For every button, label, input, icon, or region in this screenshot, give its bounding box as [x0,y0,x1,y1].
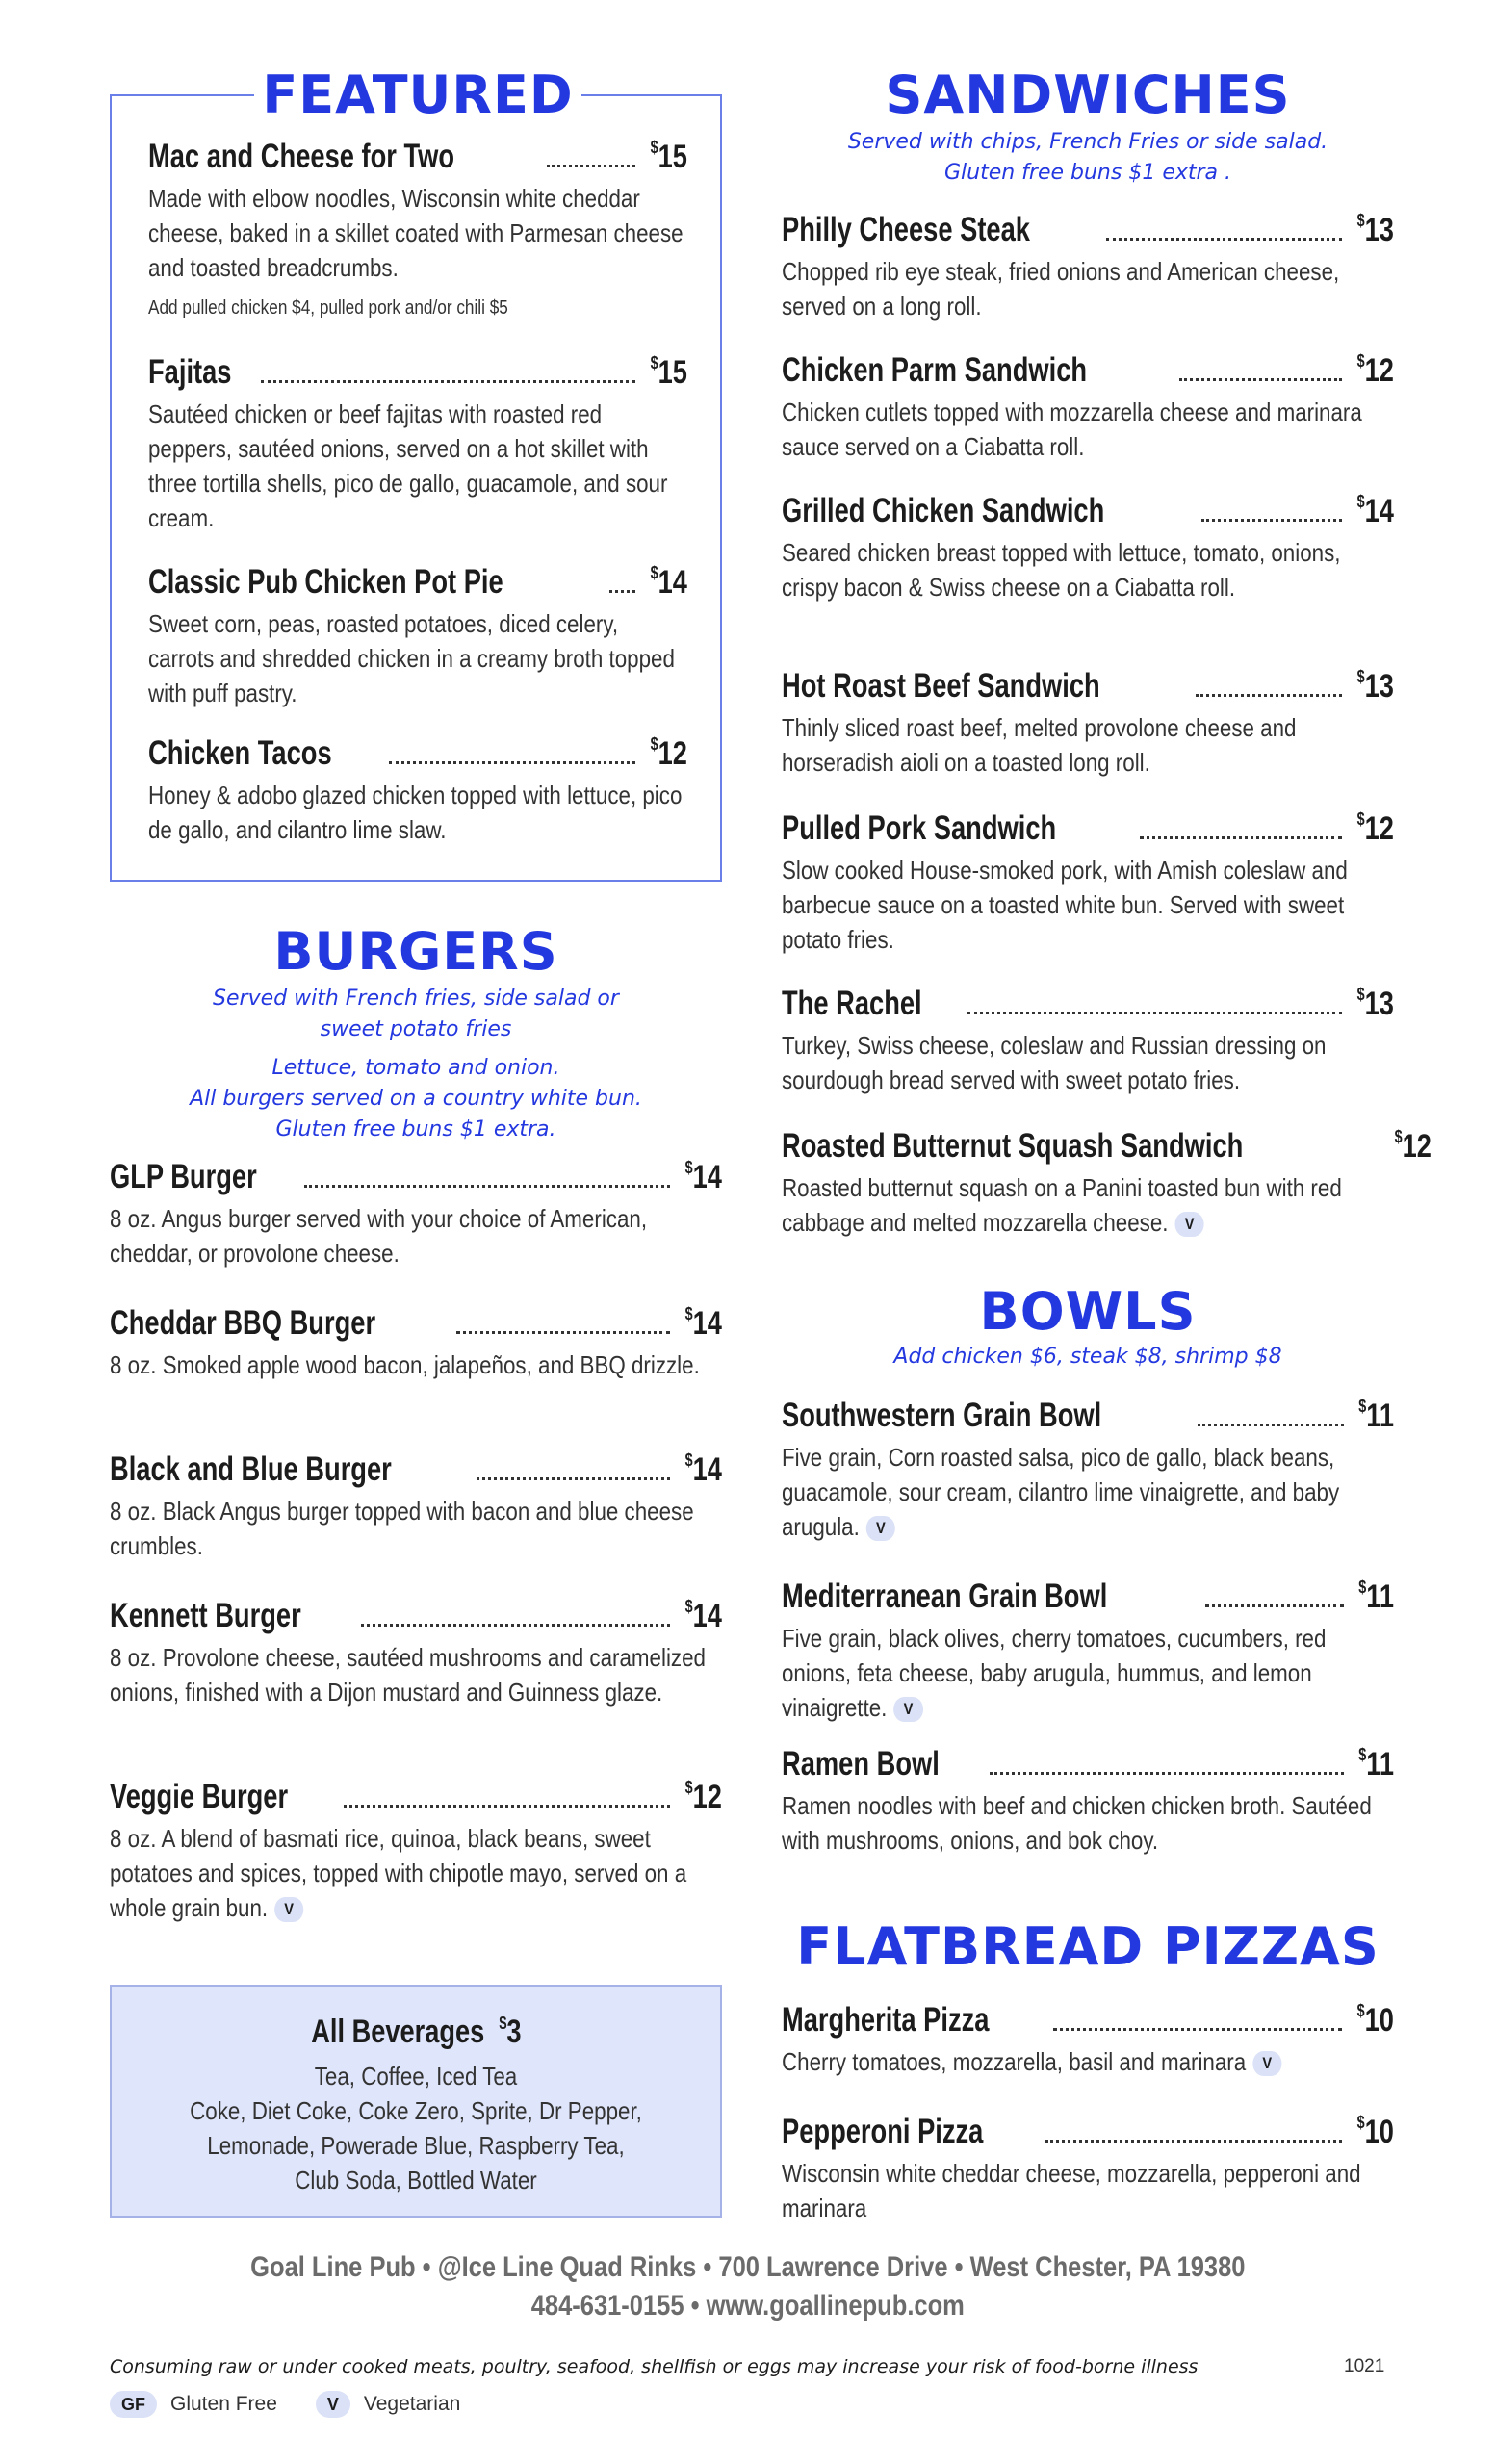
item-name: Chicken Tacos [148,734,332,772]
item-name: GLP Burger [110,1158,257,1195]
menu-item [110,1153,722,1270]
item-addon: Add pulled chicken $4, pulled pork and/or chili $5 [148,297,508,319]
item-price: $11 [1358,1578,1394,1615]
item-description: Five grain, black olives, cherry tomatoes, cucumbers, red onions, feta cheese, baby arugula, hummus, and lemon vinaigrette. V [782,1624,1327,1722]
item-price: $14 [1356,492,1394,529]
vegetarian-label: Vegetarian [363,2393,461,2415]
item-name: Philly Cheese Steak [782,211,1030,248]
item-price: $14 [684,1450,722,1488]
item-price: $13 [1356,985,1394,1022]
item-name: Mac and Cheese for Two [148,138,455,175]
item-name: Grilled Chicken Sandwich [782,492,1105,529]
item-description: Chopped rib eye steak, fried onions and American cheese, served on a long roll. [782,257,1340,321]
item-name: The Rachel [782,985,922,1022]
item-description: Seared chicken breast topped with lettuce, tomato, onions, crispy bacon & Swiss cheese on a Ciabatta roll. [782,538,1341,602]
item-description: Chicken cutlets topped with mozzarella cheese and marinara sauce served on a Ciabatta roll. [782,398,1362,461]
menu-item [110,1592,722,1709]
vegetarian-badge: V [866,1516,895,1541]
menu-item [782,1996,1394,2079]
menu-item [148,558,687,710]
item-description: 8 oz. A blend of basmati rice, quinoa, black beans, sweet potatoes and spices, topped with chipotle mayo, served on a whole grain bun. V [110,1824,687,1922]
bowls-note: Add chicken $6, steak $8, shrimp $8 [893,1345,1282,1369]
item-price: $10 [1356,2001,1394,2039]
gluten-free-label: Gluten Free [170,2393,277,2415]
pizzas-title: FLATBREAD PIZZAS [796,1916,1380,1977]
menu-item [782,1740,1394,1858]
health-disclaimer: Consuming raw or under cooked meats, poultry, seafood, shellfish or eggs may increase your risk of food-borne illness [110,2356,1199,2377]
item-name: Classic Pub Chicken Pot Pie [148,563,503,601]
item-name: Roasted Butternut Squash Sandwich [782,1127,1244,1165]
dietary-legend [110,2391,499,2418]
beverages-box [110,1985,722,2218]
menu-item [782,1122,1432,1240]
burgers-notes: Served with French fries, side salad or sweet potato fries Lettuce, tomato and onion. All burgers served on a country white bun. Gluten free buns $1 extra. [190,987,642,1142]
menu-item [148,348,687,535]
item-price: $12 [684,1778,722,1815]
menu-item [110,1446,722,1563]
vegetarian-badge: V [316,2391,350,2418]
item-name: Hot Roast Beef Sandwich [782,667,1100,705]
vegetarian-badge: V [1252,2051,1281,2076]
item-name: Southwestern Grain Bowl [782,1397,1102,1434]
vegetarian-badge: V [1174,1212,1203,1237]
item-description: Sautéed chicken or beef fajitas with roasted red peppers, sautéed onions, served on a hot skillet with three tortilla shells, pico de gallo, guacamole, and sour cream. [148,399,668,532]
item-description: 8 oz. Black Angus burger topped with bacon and blue cheese crumbles. [110,1497,694,1560]
menu-item [782,206,1394,323]
item-name: Pulled Pork Sandwich [782,809,1057,847]
menu-item [782,487,1394,604]
menu-item [148,730,687,847]
item-price: $12 [650,734,687,772]
menu-item [782,662,1394,780]
item-price: $12 [1356,351,1394,389]
item-price: $10 [1356,2113,1394,2150]
item-name: Kennett Burger [110,1597,301,1634]
sandwiches-notes: Served with chips, French Fries or side salad. Gluten free buns $1 extra . [847,130,1328,185]
sandwiches-title: SANDWICHES [885,64,1291,125]
item-name: Pepperoni Pizza [782,2113,984,2150]
menu-code: 1021 [1344,2356,1385,2376]
item-description: 8 oz. Smoked apple wood bacon, jalapeños, and BBQ drizzle. [110,1350,700,1379]
item-price: $14 [684,1597,722,1634]
beverages-title: All Beverages $3 [310,2014,522,2050]
item-description: Turkey, Swiss cheese, coleslaw and Russian dressing on sourdough bread served with sweet potato fries. [782,1031,1327,1094]
item-description: Cherry tomatoes, mozzarella, basil and marinara V [782,2044,1392,2079]
menu-item [110,1773,722,1925]
gluten-free-badge: GF [110,2391,157,2418]
item-price: $12 [1394,1127,1432,1165]
item-description: Sweet corn, peas, roasted potatoes, diced celery, carrots and shredded chicken in a creamy broth topped with puff pastry. [148,609,675,707]
item-price: $12 [1356,809,1394,847]
menu-item [782,1392,1394,1544]
item-description: 8 oz. Angus burger served with your choice of American, cheddar, or provolone cheese. [110,1204,648,1268]
item-description: Slow cooked House-smoked pork, with Amish coleslaw and barbecue sauce on a toasted white bun. Served with sweet potato fries. [782,856,1348,954]
item-description: Roasted butternut squash on a Panini toasted bun with red cabbage and melted mozzarella cheese. V [782,1173,1342,1237]
item-name: Fajitas [148,353,232,391]
item-name: Black and Blue Burger [110,1450,392,1488]
item-description: Made with elbow noodles, Wisconsin white cheddar cheese, baked in a skillet coated with Parmesan cheese and toasted breadcrumbs. Add pulled chicken $4, pulled pork and/or chili $5 [148,181,686,321]
item-description: Five grain, Corn roasted salsa, pico de gallo, black beans, guacamole, sour cream, cilantro lime vinaigrette, and baby arugula. V [782,1443,1340,1541]
item-name: Ramen Bowl [782,1745,940,1783]
item-price: $13 [1356,211,1394,248]
item-name: Mediterranean Grain Bowl [782,1578,1108,1615]
item-price: $14 [684,1304,722,1342]
menu-item [782,1573,1394,1725]
menu-item [110,1299,722,1382]
featured-heading [254,64,581,125]
vegetarian-badge: V [274,1897,303,1922]
item-name: Cheddar BBQ Burger [110,1304,376,1342]
burgers-title: BURGERS [273,921,558,982]
bowls-title: BOWLS [979,1281,1197,1342]
menu-item [148,133,687,321]
item-description: 8 oz. Provolone cheese, sautéed mushrooms and caramelized onions, finished with a Dijon mustard and Guinness glaze. [110,1643,706,1707]
item-description: Honey & adobo glazed chicken topped with lettuce, pico de gallo, and cilantro lime slaw. [148,781,683,844]
item-description: Wisconsin white cheddar cheese, mozzarella, pepperoni and marinara [782,2159,1361,2222]
menu-item [782,805,1394,957]
item-name: Margherita Pizza [782,2001,990,2039]
menu-item [782,346,1394,464]
item-price: $15 [650,353,687,391]
item-name: Chicken Parm Sandwich [782,351,1088,389]
menu-item [782,980,1394,1097]
item-price: $15 [650,138,687,175]
item-price: $13 [1356,667,1394,705]
vegetarian-badge: V [893,1697,922,1722]
item-description: Ramen noodles with beef and chicken chicken broth. Sautéed with mushrooms, onions, and bok choy. [782,1791,1372,1855]
item-price: $14 [684,1158,722,1195]
footer-contact: 484-631-0155 • www.goallinepub.com [530,2290,966,2322]
item-name: Veggie Burger [110,1778,289,1815]
item-price: $11 [1358,1745,1394,1783]
item-description: Thinly sliced roast beef, melted provolone cheese and horseradish aioli on a toasted long roll. [782,713,1297,777]
footer-address: Goal Line Pub • @Ice Line Quad Rinks • 700 Lawrence Drive • West Chester, PA 19380 [250,2251,1246,2283]
item-price: $14 [650,563,687,601]
menu-item [782,2108,1394,2225]
beverages-list: Tea, Coffee, Iced Tea Coke, Diet Coke, Coke Zero, Sprite, Dr Pepper, Lemonade, Powerade Blue, Raspberry Tea, Club Soda, Bottled Water [190,2062,642,2194]
featured-title: FEATURED [262,64,574,125]
item-price: $11 [1358,1397,1394,1434]
